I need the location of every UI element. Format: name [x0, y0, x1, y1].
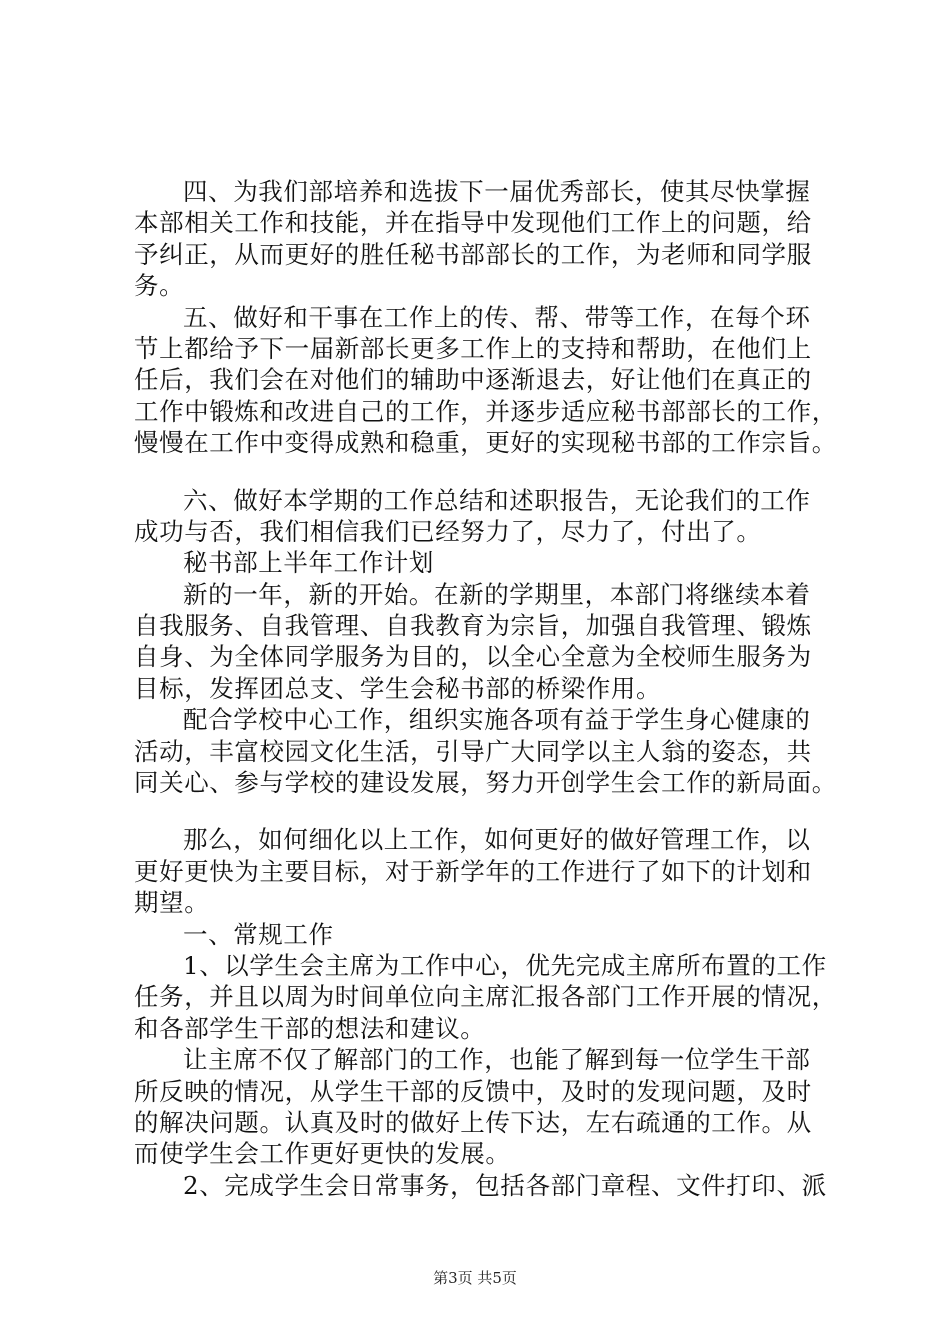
document-body — [134, 176, 837, 1201]
paragraph-gap — [134, 459, 834, 485]
paragraph-line: 1、以学生会主席为工作中心，优先完成主席所布置的工作 — [183, 950, 827, 980]
paragraph-line: 那么，如何细化以上工作，如何更好的做好管理工作，以 — [183, 825, 811, 855]
paragraph-line: 配合学校中心工作，组织实施各项有益于学生身心健康的 — [183, 705, 811, 735]
paragraph-line: 成功与否，我们相信我们已经努力了，尽力了，付出了。 — [134, 516, 762, 546]
paragraph-line: 务。 — [134, 271, 185, 301]
paragraph-line: 节上都给予下一届新部长更多工作上的支持和帮助，在他们上 — [134, 333, 812, 363]
paragraph-line: 本部相关工作和技能，并在指导中发现他们工作上的问题，给 — [134, 208, 812, 238]
paragraph-line: 2、完成学生会日常事务，包括各部门章程、文件打印、派 — [183, 1170, 827, 1200]
paragraph-line: 予纠正，从而更好的胜任秘书部部长的工作，为老师和同学服 — [134, 239, 812, 269]
paragraph-gap — [134, 798, 834, 824]
paragraph-line: 四、为我们部培养和选拔下一届优秀部长，使其尽快掌握 — [183, 177, 811, 206]
paragraph-line: 慢慢在工作中变得成熟和稳重，更好的实现秘书部的工作宗旨。 — [134, 428, 837, 458]
paragraph-line: 工作中锻炼和改进自己的工作，并逐步适应秘书部部长的工作， — [134, 396, 837, 426]
paragraph-line: 更好更快为主要目标，对于新学年的工作进行了如下的计划和 — [134, 856, 812, 886]
paragraph-line: 目标，发挥团总支、学生会秘书部的桥梁作用。 — [134, 673, 662, 703]
paragraph-line: 新的一年，新的开始。在新的学期里，本部门将继续本着 — [183, 579, 811, 609]
paragraph-line: 所反映的情况，从学生干部的反馈中，及时的发现问题，及时 — [134, 1076, 812, 1106]
paragraph-line: 五、做好和干事在工作上的传、帮、带等工作，在每个环 — [183, 302, 811, 332]
paragraph-line: 自身、为全体同学服务为目的，以全心全意为全校师生服务为 — [134, 642, 812, 672]
paragraph-line: 期望。 — [134, 888, 210, 918]
paragraph-line: 让主席不仅了解部门的工作，也能了解到每一位学生干部 — [183, 1045, 811, 1075]
paragraph-line: 任后，我们会在对他们的辅助中逐渐退去，好让他们在真正的 — [134, 365, 812, 395]
paragraph-line: 同关心、参与学校的建设发展，努力开创学生会工作的新局面。 — [134, 768, 837, 798]
paragraph-line: 任务，并且以周为时间单位向主席汇报各部门工作开展的情况， — [134, 982, 837, 1012]
paragraph-line: 六、做好本学期的工作总结和述职报告，无论我们的工作 — [183, 485, 811, 515]
paragraph-line: 自我服务、自我管理、自我教育为宗旨，加强自我管理、锻炼 — [134, 611, 812, 641]
page-indicator: 第3页 共5页 — [433, 1269, 517, 1287]
paragraph-line: 活动，丰富校园文化生活，引导广大同学以主人翁的姿态，共 — [134, 736, 812, 766]
section-heading: 一、常规工作 — [183, 919, 334, 949]
paragraph-line: 的解决问题。认真及时的做好上传下达，左右疏通的工作。从 — [134, 1107, 812, 1137]
section-heading: 秘书部上半年工作计划 — [183, 548, 434, 578]
paragraph-line: 而使学生会工作更好更快的发展。 — [134, 1139, 511, 1169]
paragraph-line: 和各部学生干部的想法和建议。 — [134, 1013, 486, 1043]
